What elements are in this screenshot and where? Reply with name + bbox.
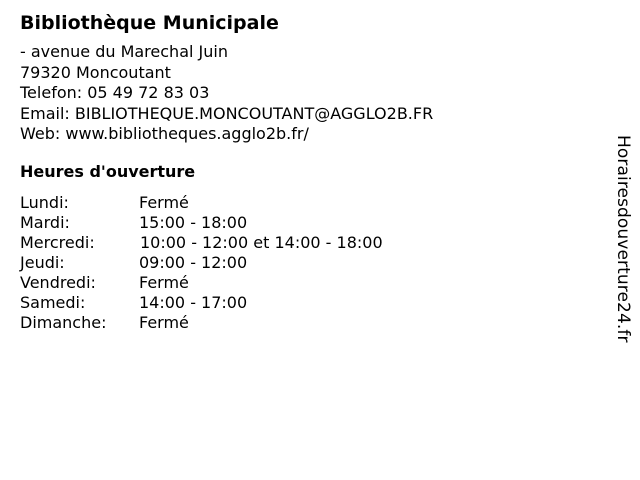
day-label: Lundi:	[20, 192, 69, 212]
hours-row-samedi	[20, 293, 600, 313]
hours-table	[20, 193, 600, 333]
day-label: Mercredi:	[20, 232, 95, 252]
hours-row-mercredi	[20, 233, 600, 253]
day-hours: 14:00 - 17:00	[139, 292, 248, 312]
day-hours: 15:00 - 18:00	[139, 212, 248, 232]
email-address: Email: BIBLIOTHEQUE.MONCOUTANT@AGGLO2B.FR	[20, 103, 434, 123]
hours-row-jeudi	[20, 253, 600, 273]
site-watermark: Horairesdouverture24.fr	[613, 135, 633, 343]
address-block	[20, 42, 600, 145]
day-hours: Fermé	[139, 192, 189, 212]
phone-number: Telefon: 05 49 72 83 03	[20, 83, 210, 102]
street-address: - avenue du Marechal Juin	[20, 42, 228, 61]
day-hours: Fermé	[139, 312, 189, 332]
library-info-card	[20, 10, 600, 333]
day-label: Samedi:	[20, 292, 86, 312]
day-label: Jeudi:	[20, 252, 65, 272]
day-hours: Fermé	[139, 272, 189, 292]
day-hours: 10:00 - 12:00 et 14:00 - 18:00	[140, 232, 383, 252]
day-label: Mardi:	[20, 212, 70, 232]
hours-row-dimanche	[20, 313, 600, 333]
hours-row-lundi	[20, 193, 600, 213]
day-label: Vendredi:	[20, 272, 96, 292]
website: Web: www.bibliotheques.agglo2b.fr/	[20, 124, 309, 143]
hours-row-vendredi	[20, 273, 600, 293]
hours-heading: Heures d'ouverture	[20, 161, 196, 181]
day-hours: 09:00 - 12:00	[139, 252, 248, 272]
postal-city: 79320 Moncoutant	[20, 62, 171, 82]
hours-row-mardi	[20, 213, 600, 233]
page-title: Bibliothèque Municipale	[20, 12, 279, 34]
day-label: Dimanche:	[20, 312, 107, 332]
